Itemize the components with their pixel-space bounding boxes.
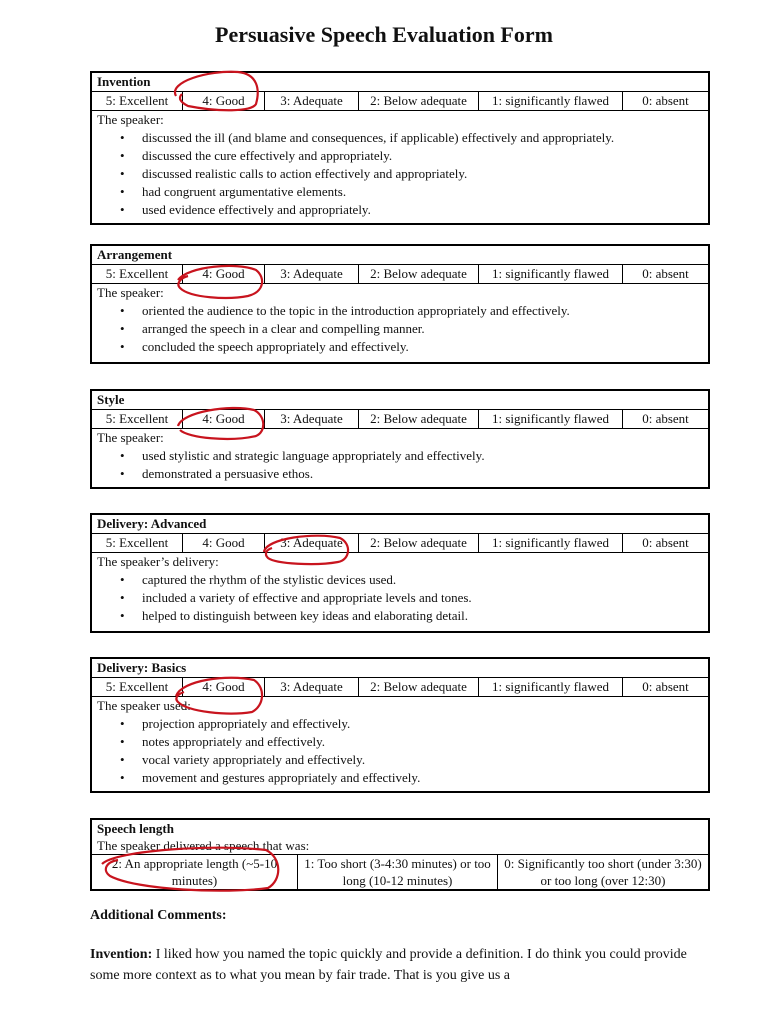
rating-option-2[interactable]: 2: Below adequate <box>358 678 478 696</box>
criteria-item: • discussed the ill (and blame and consequences, if applicable) effectively and appropriately. <box>142 129 708 147</box>
rating-option-4[interactable]: 4: Good <box>182 534 264 552</box>
criteria-item: • notes appropriately and effectively. <box>142 733 708 751</box>
rating-option-3[interactable]: 3: Adequate <box>264 410 358 428</box>
rating-option-2[interactable]: 2: Below adequate <box>358 410 478 428</box>
rating-option-5[interactable]: 5: Excellent <box>105 535 169 550</box>
rating-option-2[interactable]: 2: Below adequate <box>358 265 478 283</box>
rating-row <box>92 409 708 429</box>
section-lead: The speaker: <box>97 112 164 127</box>
section-lead: The speaker used: <box>97 698 191 713</box>
section-lead: The speaker’s delivery: <box>97 554 219 569</box>
rating-option-3[interactable]: 3: Adequate <box>264 265 358 283</box>
length-options-row <box>92 854 708 889</box>
section-style <box>90 389 710 489</box>
criteria-item: • discussed realistic calls to action effectively and appropriately. <box>142 165 708 183</box>
section-lead: The speaker: <box>97 285 164 300</box>
rating-option-1[interactable]: 1: significantly flawed <box>478 410 622 428</box>
rating-option-5[interactable]: 5: Excellent <box>105 266 169 281</box>
rating-option-0[interactable]: 0: absent <box>622 265 708 283</box>
criteria-item: • vocal variety appropriately and effectively. <box>142 751 708 769</box>
criteria-list <box>92 447 708 483</box>
rating-option-4[interactable]: 4: Good <box>182 92 264 110</box>
section-title: Delivery: Basics <box>97 660 187 675</box>
criteria-list <box>92 129 708 219</box>
rating-option-0[interactable]: 0: absent <box>622 678 708 696</box>
rating-option-4[interactable]: 4: Good <box>182 410 264 428</box>
rating-option-4[interactable]: 4: Good <box>182 265 264 283</box>
rating-option-2[interactable]: 2: Below adequate <box>358 534 478 552</box>
section-speech-length <box>90 818 710 891</box>
section-title: Invention <box>97 74 151 89</box>
criteria-item: • helped to distinguish between key ideas and elaborating detail. <box>142 607 708 625</box>
rating-row <box>92 677 708 697</box>
criteria-item: • discussed the cure effectively and appropriately. <box>142 147 708 165</box>
section-lead: The speaker: <box>97 430 164 445</box>
rating-option-3[interactable]: 3: Adequate <box>264 534 358 552</box>
criteria-item: • used stylistic and strategic language appropriately and effectively. <box>142 447 708 465</box>
criteria-item: • projection appropriately and effectively. <box>142 715 708 733</box>
criteria-item: • movement and gestures appropriately and effectively. <box>142 769 708 787</box>
section-title: Speech length <box>97 821 174 836</box>
section-delivery-basics <box>90 657 710 793</box>
rating-option-1[interactable]: 1: significantly flawed <box>478 534 622 552</box>
rating-row <box>92 91 708 111</box>
rating-option-1[interactable]: 1: significantly flawed <box>478 92 622 110</box>
rating-row <box>92 533 708 553</box>
criteria-list <box>92 715 708 787</box>
comment-invention <box>90 944 690 986</box>
rating-option-2[interactable]: 2: Below adequate <box>358 92 478 110</box>
length-option-1[interactable]: 1: Too short (3-4:30 minutes) or too long (10-12 minutes) <box>297 855 497 889</box>
section-title: Delivery: Advanced <box>97 516 207 531</box>
criteria-list <box>92 302 708 356</box>
section-title: Arrangement <box>97 247 173 262</box>
rating-option-5[interactable]: 5: Excellent <box>105 93 169 108</box>
criteria-item: • included a variety of effective and appropriate levels and tones. <box>142 589 708 607</box>
section-delivery-advanced <box>90 513 710 633</box>
rating-option-0[interactable]: 0: absent <box>622 92 708 110</box>
rating-option-1[interactable]: 1: significantly flawed <box>478 265 622 283</box>
rating-row <box>92 264 708 284</box>
criteria-item: • demonstrated a persuasive ethos. <box>142 465 708 483</box>
rating-option-0[interactable]: 0: absent <box>622 534 708 552</box>
rating-option-5[interactable]: 5: Excellent <box>105 679 169 694</box>
section-lead: The speaker delivered a speech that was: <box>97 838 310 853</box>
length-option-2[interactable]: 2: An appropriate length (~5-10 minutes) <box>111 856 278 888</box>
criteria-item: • used evidence effectively and appropriately. <box>142 201 708 219</box>
rating-option-4[interactable]: 4: Good <box>182 678 264 696</box>
section-title: Style <box>97 392 125 407</box>
criteria-item: • captured the rhythm of the stylistic devices used. <box>142 571 708 589</box>
criteria-item: • had congruent argumentative elements. <box>142 183 708 201</box>
criteria-item: • oriented the audience to the topic in the introduction appropriately and effectively. <box>142 302 708 320</box>
page-title: Persuasive Speech Evaluation Form <box>215 22 553 47</box>
additional-comments-heading: Additional Comments: <box>90 908 227 923</box>
criteria-item: • concluded the speech appropriately and effectively. <box>142 338 708 356</box>
length-option-0[interactable]: 0: Significantly too short (under 3:30) or too long (over 12:30) <box>497 855 708 889</box>
comment-label: Invention: <box>90 947 153 962</box>
rating-option-5[interactable]: 5: Excellent <box>105 411 169 426</box>
criteria-item: • arranged the speech in a clear and compelling manner. <box>142 320 708 338</box>
rating-option-1[interactable]: 1: significantly flawed <box>478 678 622 696</box>
rating-option-0[interactable]: 0: absent <box>622 410 708 428</box>
rating-option-3[interactable]: 3: Adequate <box>264 92 358 110</box>
criteria-list <box>92 571 708 625</box>
section-invention <box>90 71 710 225</box>
section-arrangement <box>90 244 710 364</box>
comment-text: I liked how you named the topic quickly and provide a definition. I do think you could provide some more context as to what you mean by fair trade. That is you give us a <box>90 947 687 983</box>
rating-option-3[interactable]: 3: Adequate <box>264 678 358 696</box>
